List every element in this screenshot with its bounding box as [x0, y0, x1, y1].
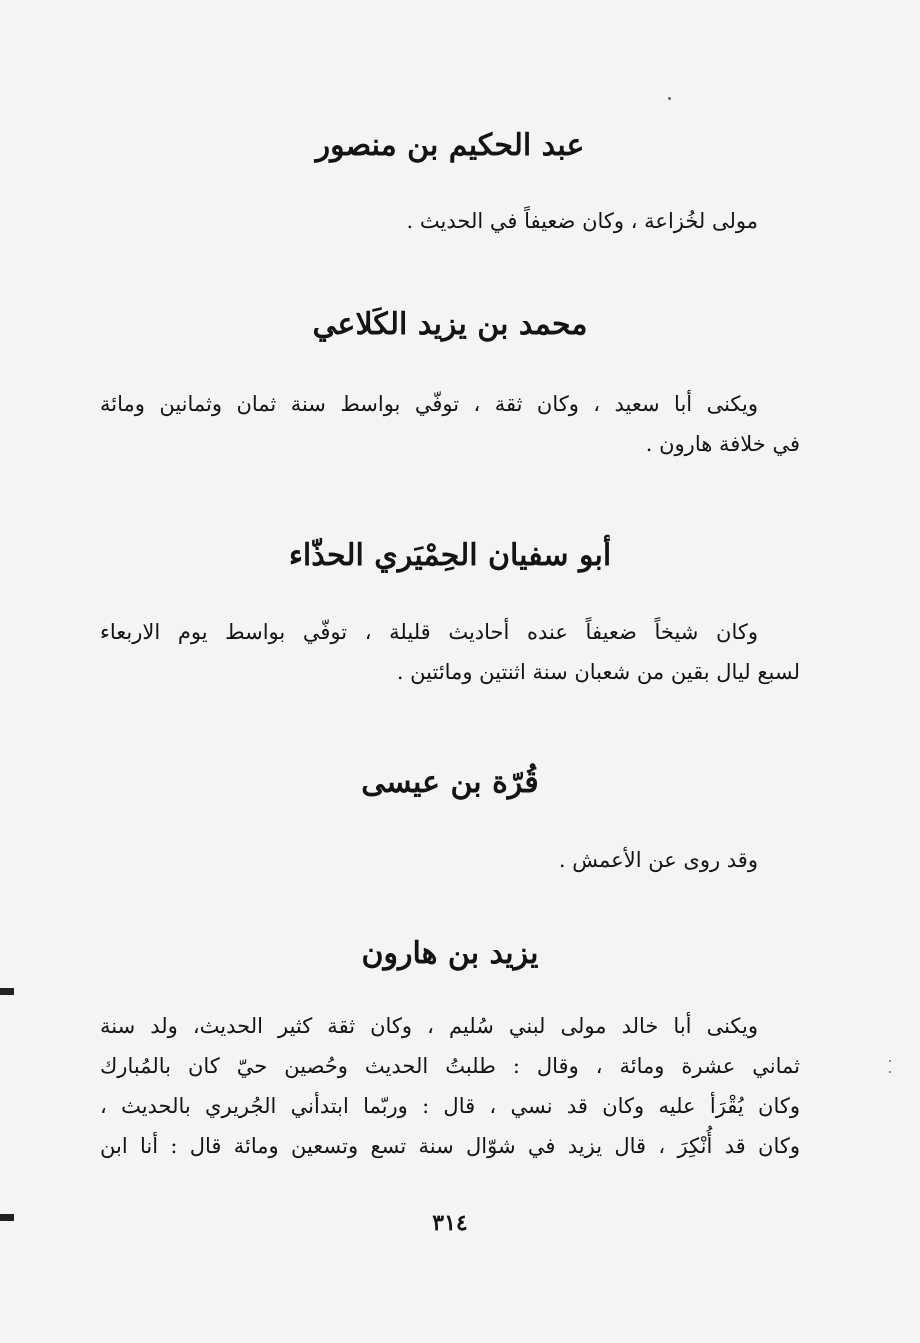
- entry-heading: يزيد بن هارون: [361, 936, 539, 971]
- entry-text: [100, 384, 800, 464]
- entry-heading: أبو سفيان الحِمْيَري الحذّاء: [288, 538, 612, 573]
- text-line: لسبع ليال بقين من شعبان سنة اثنتين ومائتين .: [396, 660, 800, 684]
- text-line: وكان شيخاً ضعيفاً عنده أحاديث قليلة ، توفّي بواسط يوم الاربعاء: [100, 620, 758, 644]
- page-number: ٣١٤: [432, 1210, 468, 1236]
- scan-speck: [668, 97, 671, 100]
- text-line: مولى لخُزاعة ، وكان ضعيفاً في الحديث .: [406, 209, 758, 233]
- text-line: ويكنى أبا سعيد ، وكان ثقة ، توفّي بواسط سنة ثمان وثمانين ومائة: [100, 392, 758, 416]
- text-line: وقد روى عن الأعمش .: [558, 848, 758, 872]
- edge-mark: [0, 988, 14, 995]
- entry-text: [100, 1006, 800, 1166]
- entry-heading: محمد بن يزيد الكَلاعي: [312, 307, 588, 342]
- entry-text: [100, 201, 800, 241]
- text-line: ثماني عشرة ومائة ، وقال : طلبتُ الحديث وحُصين حيّ كان بالمُبارك: [100, 1054, 800, 1078]
- entry-heading: عبد الحكيم بن منصور: [315, 128, 585, 163]
- entry-text: [100, 612, 800, 692]
- text-line: ويكنى أبا خالد مولى لبني سُليم ، وكان ثقة كثير الحديث، ولد سنة: [100, 1014, 758, 1038]
- scan-speck: [889, 1060, 891, 1062]
- edge-mark: [0, 1214, 14, 1221]
- text-line: وكان يُقْرَأ عليه وكان قد نسي ، قال : وربّما ابتدأني الجُريري بالحديث ،: [100, 1094, 800, 1118]
- entry-text: [100, 840, 800, 880]
- scan-speck: [889, 1071, 891, 1073]
- entry-heading: قُرّة بن عيسى: [361, 765, 539, 800]
- text-line: وكان قد أُنْكِرَ ، قال يزيد في شوّال سنة تسع وتسعين ومائة قال : أنا ابن: [100, 1134, 800, 1158]
- text-line: في خلافة هارون .: [645, 432, 800, 456]
